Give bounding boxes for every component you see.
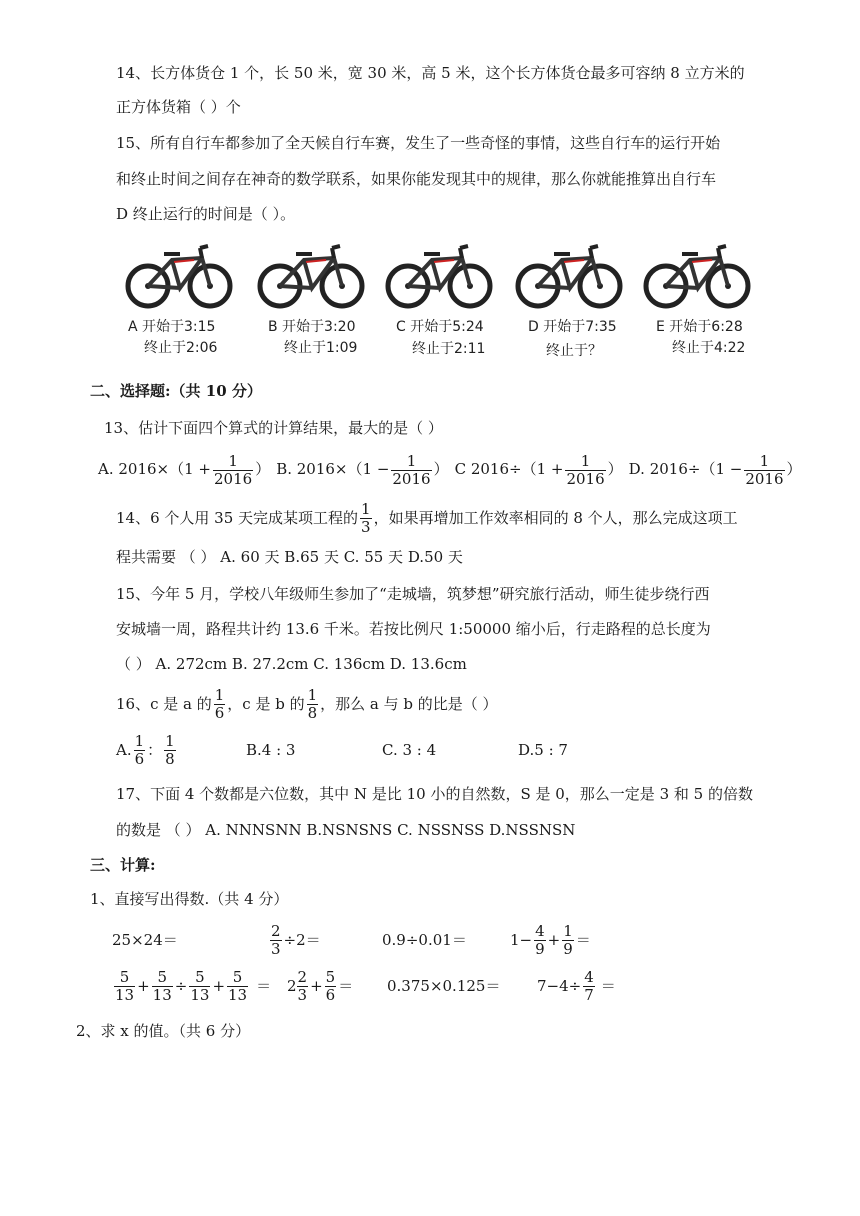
bicycle-icon-c xyxy=(384,240,494,312)
q14-line1: 14、长方体货仓 1 个，长 50 米，宽 30 米，高 5 米，这个长方体货仓最多可容纳 8 立方米的 xyxy=(116,64,745,82)
q13-option-a: A. 2016×（1 + $\frac{1}{2016}$ ） xyxy=(98,451,271,488)
bike-d-end: 终止于？ xyxy=(546,343,602,359)
q15-line3: D 终止运行的时间是（ ）。 xyxy=(116,205,296,223)
section-heading-calc: 三、计算: xyxy=(90,856,156,874)
bike-a-start: A 开始于3:15 xyxy=(128,319,216,335)
choice-q15-line3: （ ） A. 272cm B. 27.2cm C. 136cm D. 13.6cm xyxy=(116,655,467,673)
q15-line1: 15、所有自行车都参加了全天候自行车赛，发生了一些奇怪的事情，这些自行车的运行开始 xyxy=(116,134,721,152)
choice-q14-line1: 14、6 个人用 35 天完成某项工程的 $\frac{1}{3}$ ，如果再增加工作效率相同的 8 个人，那么完成这项工 xyxy=(116,499,738,536)
q14-line2: 正方体货箱（ ）个 xyxy=(116,98,241,116)
choice-q17-line1: 17、下面 4 个数都是六位数，其中 N 是比 10 小的自然数，S 是 0，那么一定是 3 和 5 的倍数 xyxy=(116,785,753,803)
q16-option-a: A. $\frac{1}{6}$ ： $\frac{1}{8}$ xyxy=(116,731,175,768)
calc-r1-c: 0.9÷0.01＝ xyxy=(382,931,467,949)
calc-r1-b: $\frac{2}{3}$ ÷2＝ xyxy=(271,921,321,958)
choice-q14-line2: 程共需要 （ ） A. 60 天 B.65 天 C. 55 天 D.50 天 xyxy=(116,548,463,566)
bike-c-start: C 开始于5:24 xyxy=(396,319,484,335)
bike-c-end: 终止于2:11 xyxy=(412,341,486,357)
calc-sub1: 1、直接写出得数.（共 4 分） xyxy=(90,890,289,908)
calc-r2-d: 7−4÷ $\frac{4}{7}$ ＝ xyxy=(537,967,616,1004)
bicycle-icon-e xyxy=(642,240,752,312)
calc-row1 xyxy=(112,920,591,960)
bike-e-end: 终止于4:22 xyxy=(672,340,746,356)
bike-b-end: 终止于1:09 xyxy=(284,340,358,356)
bike-b-start: B 开始于3:20 xyxy=(268,319,356,335)
calc-row2 xyxy=(112,966,616,1006)
q13-option-b: B. 2016×（1 − $\frac{1}{2016}$ ） xyxy=(276,451,449,488)
choice-q13: 13、估计下面四个算式的计算结果，最大的是（ ） xyxy=(104,419,443,437)
bike-e-start: E 开始于6:28 xyxy=(656,319,743,335)
choice-q15-line1: 15、今年 5 月，学校八年级师生参加了“走城墙，筑梦想”研究旅行活动，师生徒步绕行西 xyxy=(116,585,710,603)
choice-q13-options xyxy=(98,449,802,489)
choice-q16: 16、c 是 a 的 $\frac{1}{6}$ ，c 是 b 的 $\frac{1}{8}$ ，那么 a 与 b 的比是（ ） xyxy=(116,685,498,722)
calc-r1-a: 25×24＝ xyxy=(112,931,178,949)
bike-a-end: 终止于2:06 xyxy=(144,340,218,356)
calc-sub2: 2、求 x 的值。（共 6 分） xyxy=(76,1022,251,1040)
q16-option-b: B.4 : 3 xyxy=(246,741,296,759)
bicycle-icon-a xyxy=(124,240,234,312)
bike-d-start: D 开始于7:35 xyxy=(528,319,617,335)
q13-option-d: D. 2016÷（1 − $\frac{1}{2016}$ ） xyxy=(628,451,802,488)
calc-r2-b: 2 $\frac{2}{3}$ + $\frac{5}{6}$ ＝ xyxy=(287,967,354,1004)
calc-r2-c: 0.375×0.125＝ xyxy=(387,977,501,995)
bicycle-icon-b xyxy=(256,240,366,312)
calc-r1-d: 1− $\frac{4}{9}$ + $\frac{1}{9}$ ＝ xyxy=(510,921,591,958)
q16-option-d: D.5 : 7 xyxy=(518,741,568,759)
choice-q17-line2: 的数是 （ ） A. NNNSNN B.NSNSNS C. NSSNSS D.NSSNSN xyxy=(116,821,576,839)
section-heading-choice: 二、选择题:（共 10 分） xyxy=(90,382,262,400)
q13-option-c: C 2016÷（1 + $\frac{1}{2016}$ ） xyxy=(454,451,623,488)
choice-q15-line2: 安城墙一周，路程共计约 13.6 千米。若按比例尺 1:50000 缩小后，行走路程的总长度为 xyxy=(116,620,711,638)
calc-r2-a: $\frac{5}{13}$ + $\frac{5}{13}$ ÷ $\frac{5}{13}$ + $\frac{5}{13}$ ＝ xyxy=(115,967,272,1004)
bicycle-icon-d xyxy=(514,240,624,312)
choice-q16-options xyxy=(116,730,568,770)
q16-option-c: C. 3 : 4 xyxy=(382,741,437,759)
q15-line2: 和终止时间之间存在神奇的数学联系，如果你能发现其中的规律，那么你就能推算出自行车 xyxy=(116,170,717,188)
